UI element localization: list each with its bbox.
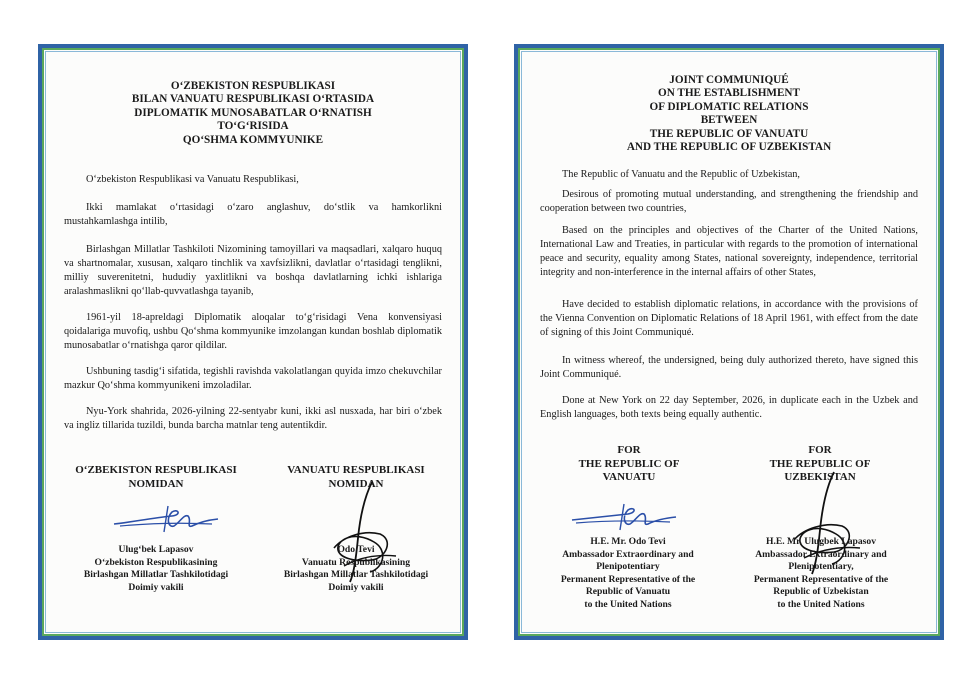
name-line: Doimiy vakili	[128, 581, 184, 593]
heading-line: FOR	[808, 444, 832, 456]
paragraph: Birlashgan Millatlar Tashkiloti Nizomining tamoyillari va maqsadlari, xalqaro huquq va shartnomalar, xususan, xalqaro tinchlik va xavfsizlikni, davlatlar o‘rtasidagi tenglikni, milliy suverenitetni, hududiy yaxlitlikni va boshqa davlatlarning ichki ishlariga aralashmaslikni qo‘llab-quvvatlashga tayanib,	[64, 244, 442, 297]
paragraph: In witness whereof, the undersigned, being duly authorized thereto, have signed this Joint Communiqué.	[540, 355, 918, 380]
name-line: H.E. Mr. Odo Tevi	[590, 536, 666, 547]
paragraph: Based on the principles and objectives of the Charter of the United Nations, International Law and Treaties, in particular with regards to the promotion of international peace and security, equality among States, national sovereignty, independence, territorial integrity and non-interference in the internal affairs of other States,	[540, 225, 918, 278]
paragraph: 1961-yil 18-apreldagi Diplomatik aloqalar to‘g‘risidagi Vena konvensiyasi qoidalariga muvofiq, ushbu Qo‘shma kommyunike imzolangan kundan boshlab diplomatik munosabatlar o‘rnatishga qaror qildilar.	[64, 312, 442, 351]
signatory-name-block	[538, 536, 718, 612]
name-line: Birlashgan Millatlar Tashkilotidagi	[283, 569, 429, 581]
heading-line: VANUATU	[602, 471, 656, 483]
title-line: QO‘SHMA KOMMYUNIKE	[182, 133, 324, 146]
heading-line: THE REPUBLIC OF	[578, 457, 680, 470]
heading-line: FOR	[617, 444, 641, 456]
name-line: Odo Tevi	[337, 544, 375, 555]
name-line: to the United Nations	[777, 598, 865, 610]
heading-line: NOMIDAN	[128, 477, 184, 490]
title-line: BILAN VANUATU RESPUBLIKASI O‘RTASIDA	[131, 93, 375, 106]
signature-uzbek-blue	[112, 502, 222, 536]
heading-line: UZBEKISTAN	[784, 471, 856, 483]
paragraph: Done at New York on 22 day September, 2026, in duplicate each in the Uzbek and English languages, both texts being equally authentic.	[540, 395, 918, 420]
heading-line: THE REPUBLIC OF	[769, 457, 871, 470]
signatory-name-block	[56, 544, 256, 594]
heading-line: NOMIDAN	[328, 477, 384, 490]
name-line: Ulug‘bek Lapasov	[118, 544, 194, 555]
uzbek-title	[42, 80, 464, 147]
heading-line: VANUATU RESPUBLIKASI	[287, 464, 425, 476]
paragraph: Ushbuning tasdig‘i sifatida, tegishli ravishda vakolatlangan quyida imzo chekuvchilar mazkur Qo‘shma kommyunikeni imzoladilar.	[64, 366, 442, 391]
name-line: Republic of Uzbekistan	[773, 586, 869, 598]
name-line: Permanent Representative of the	[560, 573, 696, 585]
signatory-name-block	[256, 544, 456, 594]
title-line: OF DIPLOMATIC RELATIONS	[649, 100, 809, 113]
paragraph: Nyu-York shahrida, 2026-yilning 22-sentyabr kuni, ikki asl nusxada, har biri o‘zbek va ingliz tillarida tuzildi, bunda barcha matnlar teng autentikdir.	[64, 406, 442, 431]
name-line: Doimiy vakili	[328, 581, 384, 593]
paragraph: Ikki mamlakat o‘rtasidagi o‘zaro anglashuv, do‘stlik va hamkorlikni mustahkamlashga intilib,	[64, 202, 442, 227]
title-line: AND THE REPUBLIC OF UZBEKISTAN	[626, 141, 832, 154]
name-line: Republic of Vanuatu	[585, 586, 671, 598]
english-title	[518, 74, 940, 154]
title-line: BETWEEN	[700, 114, 758, 127]
paragraph: Desirous of promoting mutual understanding, and strengthening the friendship and cooperation between two countries,	[540, 189, 918, 214]
english-document-page	[514, 44, 944, 640]
name-line: Permanent Representative of the	[753, 573, 889, 585]
paragraph: The Republic of Vanuatu and the Republic of Uzbekistan,	[562, 169, 801, 180]
name-line: H.E. Mr. Ulugbek Lapasov	[766, 536, 876, 547]
name-line: Plenipotentiary	[596, 561, 660, 573]
heading-line: O‘ZBEKISTON RESPUBLIKASI	[75, 464, 237, 476]
title-line: DIPLOMATIK MUNOSABATLAR O‘RNATISH	[134, 106, 372, 119]
title-line: TO‘G‘RISIDA	[217, 120, 289, 133]
signatory-name-block	[728, 536, 914, 612]
name-line: Plenipotentiary,	[788, 561, 854, 573]
title-line: ON THE ESTABLISHMENT	[658, 87, 800, 100]
signatory-heading	[544, 444, 714, 485]
name-line: to the United Nations	[584, 598, 672, 610]
title-line: THE REPUBLIC OF VANUATU	[649, 127, 809, 140]
name-line: Birlashgan Millatlar Tashkilotidagi	[83, 569, 229, 581]
signatory-heading	[56, 464, 256, 491]
name-line: Ambassador Extraordinary and	[755, 548, 887, 560]
name-line: Ambassador Extraordinary and	[562, 548, 694, 560]
paragraph: O‘zbekiston Respublikasi va Vanuatu Respublikasi,	[86, 174, 299, 185]
name-line: O‘zbekiston Respublikasining	[94, 556, 218, 568]
uzbek-document-page	[38, 44, 468, 640]
paragraph: Have decided to establish diplomatic relations, in accordance with the provisions of the Vienna Convention on Diplomatic Relations of 18 April 1961, with effect from the date of signing of this Joint Communiqué.	[540, 299, 918, 338]
name-line: Vanuatu Respublikasining	[301, 556, 411, 568]
title-line: JOINT COMMUNIQUÉ	[669, 74, 789, 86]
title-line: O‘ZBEKISTON RESPUBLIKASI	[170, 80, 336, 92]
signature-vanuatu-blue	[570, 500, 680, 534]
